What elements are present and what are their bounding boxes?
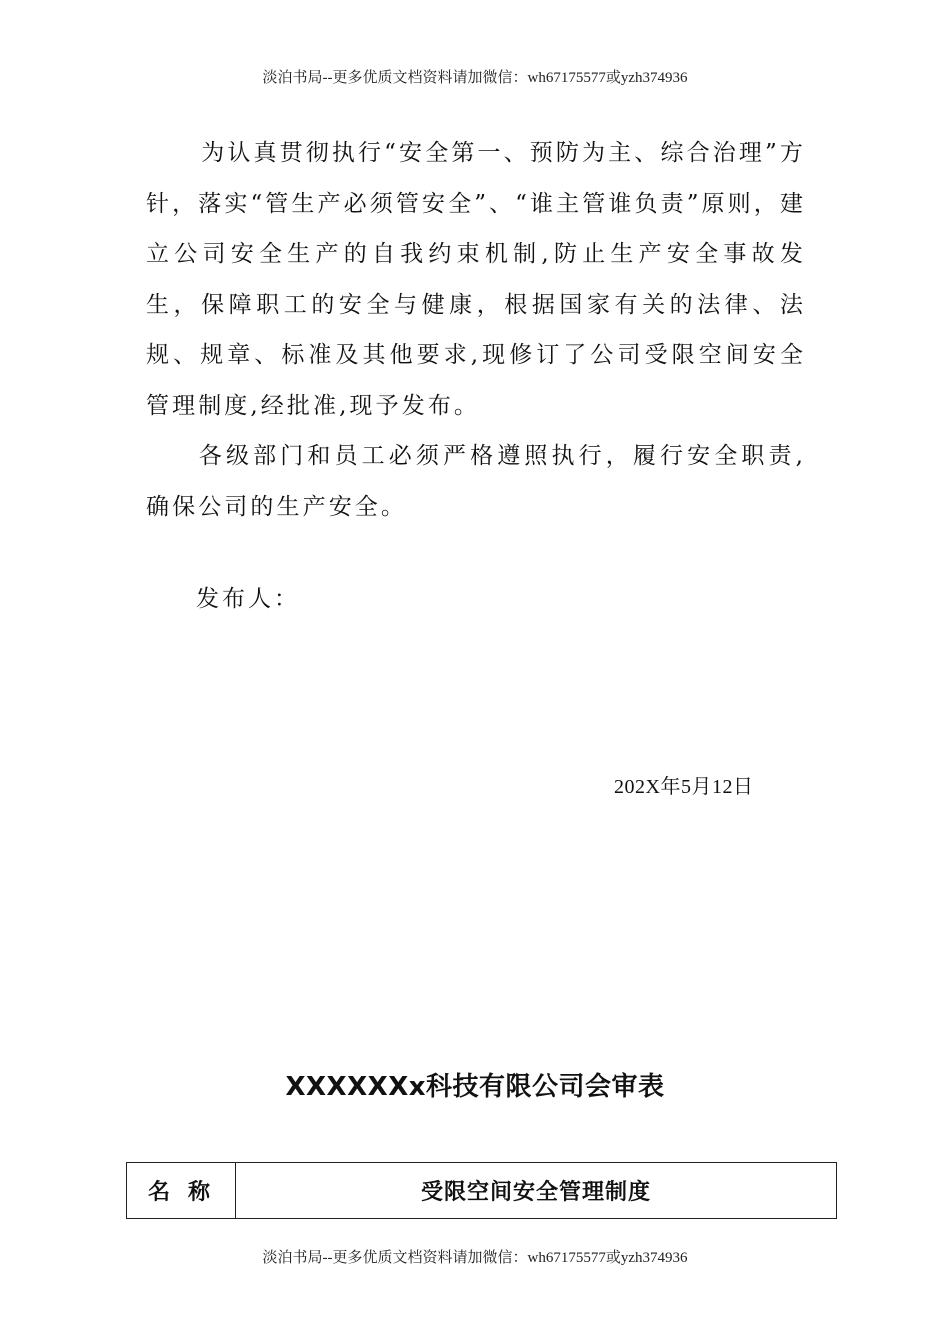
review-table bbox=[126, 1162, 837, 1219]
publisher-label: 发布人： bbox=[196, 586, 300, 612]
page-header: 淡泊书局--更多优质文档资料请加微信：wh67175577或yzh374936 bbox=[262, 70, 688, 86]
review-table-title: XXXXXXx科技有限公司会审表 bbox=[285, 1072, 665, 1102]
table-row bbox=[127, 1163, 837, 1219]
page-footer: 淡泊书局--更多优质文档资料请加微信：wh67175577或yzh374936 bbox=[262, 1250, 688, 1266]
body-paragraph-1: 为认真贯彻执行“安全第一、预防为主、综合治理”方针，落实“管生产必须管安全”、“谁主管谁负责”原则，建立公司安全生产的自我约束机制,防止生产安全事故发生，保障职工的安全与健康，根据国家有关的法律、法规、规章、标准及其他要求,现修订了公司受限空间安全管理制度,经批准,现予发布。 bbox=[146, 140, 806, 419]
name-value-cell: 受限空间安全管理制度 bbox=[236, 1163, 837, 1219]
document-body bbox=[146, 128, 806, 532]
issue-date: 202X年5月12日 bbox=[614, 776, 754, 798]
body-paragraph-2: 各级部门和员工必须严格遵照执行，履行安全职责,确保公司的生产安全。 bbox=[146, 443, 806, 520]
name-label-cell: 名称 bbox=[127, 1163, 236, 1219]
